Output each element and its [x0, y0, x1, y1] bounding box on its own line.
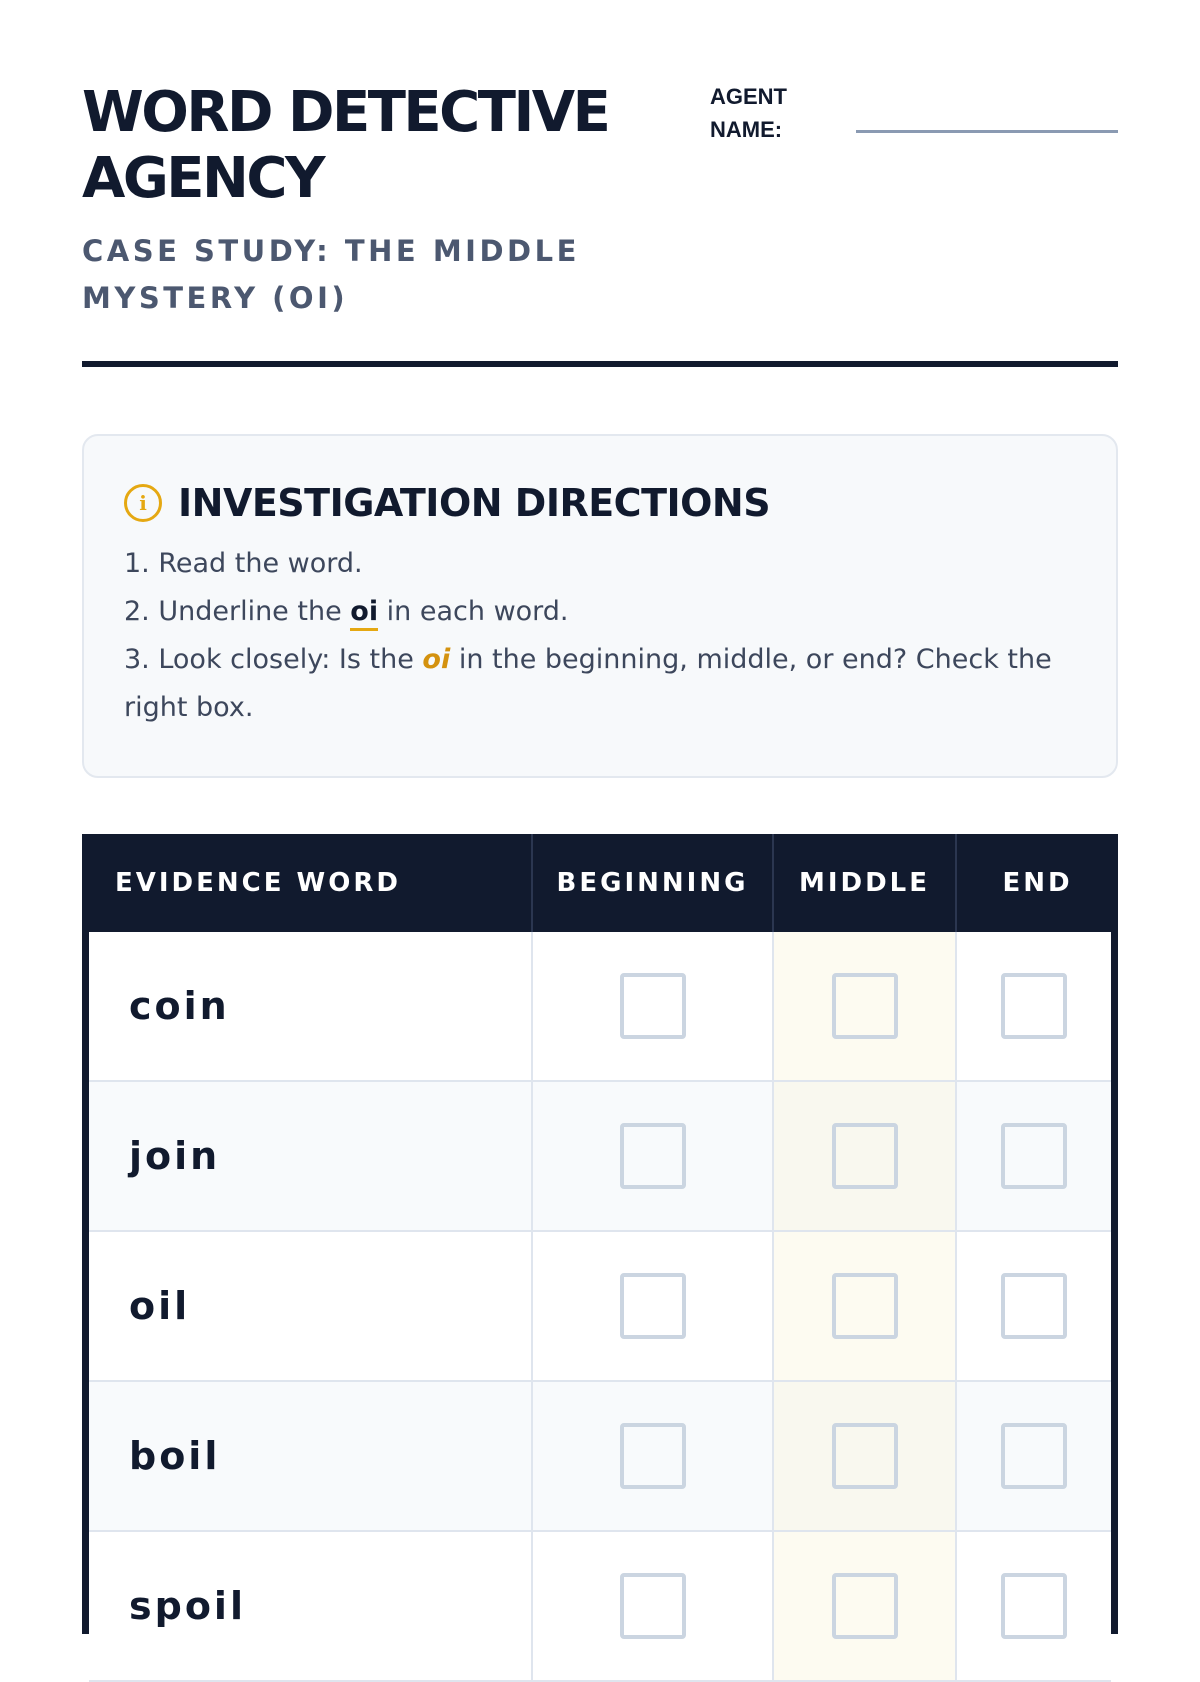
- middle-cell: [774, 1532, 957, 1680]
- end-cell: [957, 1532, 1111, 1680]
- table-row: [89, 1532, 1111, 1682]
- header: [82, 0, 1118, 368]
- end-checkbox[interactable]: [1001, 1423, 1067, 1489]
- middle-checkbox[interactable]: [832, 1273, 898, 1339]
- evidence-word: boil: [89, 1382, 533, 1530]
- header-middle: MIDDLE: [774, 834, 957, 932]
- table-row: [89, 1082, 1111, 1232]
- end-cell: [957, 932, 1111, 1080]
- evidence-table: [82, 834, 1118, 1634]
- table-header: [82, 834, 1118, 932]
- beginning-cell: [533, 1382, 774, 1530]
- end-checkbox[interactable]: [1001, 973, 1067, 1039]
- header-divider: [82, 361, 1118, 367]
- end-checkbox[interactable]: [1001, 1273, 1067, 1339]
- page-title: WORD DETECTIVE AGENCY: [82, 80, 609, 211]
- beginning-checkbox[interactable]: [620, 1273, 686, 1339]
- beginning-checkbox[interactable]: [620, 973, 686, 1039]
- middle-checkbox[interactable]: [832, 1573, 898, 1639]
- agent-name-label: AGENT NAME:: [710, 84, 787, 142]
- middle-cell: [774, 1382, 957, 1530]
- step-2-text-after: in each word.: [378, 596, 569, 627]
- agent-name-field[interactable]: [856, 130, 1118, 133]
- beginning-cell: [533, 1232, 774, 1380]
- end-cell: [957, 1382, 1111, 1530]
- directions-title: INVESTIGATION DIRECTIONS: [178, 481, 771, 525]
- step-2-text-before: 2. Underline the: [124, 596, 351, 627]
- info-icon: i: [124, 484, 162, 522]
- direction-step-1: 1. Read the word.: [124, 548, 363, 579]
- end-cell: [957, 1232, 1111, 1380]
- table-row: [89, 932, 1111, 1082]
- header-end: END: [1002, 868, 1073, 898]
- middle-cell: [774, 932, 957, 1080]
- oi-underlined: oi: [350, 596, 378, 631]
- step-3-text-after: in the beginning, middle, or end? Check the right box.: [124, 644, 1052, 723]
- end-checkbox[interactable]: [1001, 1123, 1067, 1189]
- beginning-cell: [533, 1082, 774, 1230]
- evidence-word: spoil: [89, 1532, 533, 1680]
- middle-checkbox[interactable]: [832, 1123, 898, 1189]
- evidence-word: join: [89, 1082, 533, 1230]
- header-beginning: BEGINNING: [533, 834, 774, 932]
- beginning-cell: [533, 1532, 774, 1680]
- directions-header: [124, 478, 1076, 528]
- middle-checkbox[interactable]: [832, 1423, 898, 1489]
- beginning-checkbox[interactable]: [620, 1123, 686, 1189]
- step-3-text-before: 3. Look closely: Is the: [124, 644, 423, 675]
- evidence-word: coin: [89, 932, 533, 1080]
- evidence-word: oil: [89, 1232, 533, 1380]
- page-subtitle: CASE STUDY: THE MIDDLE MYSTERY (OI): [82, 234, 580, 315]
- table-row: [89, 1382, 1111, 1532]
- middle-cell: [774, 1082, 957, 1230]
- direction-step-2: [124, 588, 1076, 636]
- middle-checkbox[interactable]: [832, 973, 898, 1039]
- end-cell: [957, 1082, 1111, 1230]
- beginning-checkbox[interactable]: [620, 1573, 686, 1639]
- directions-panel: [82, 434, 1118, 778]
- beginning-cell: [533, 932, 774, 1080]
- header-evidence-word: EVIDENCE WORD: [82, 834, 533, 932]
- end-checkbox[interactable]: [1001, 1573, 1067, 1639]
- oi-highlight: oi: [422, 644, 451, 675]
- direction-step-3: [124, 636, 1076, 732]
- beginning-checkbox[interactable]: [620, 1423, 686, 1489]
- table-row: [89, 1232, 1111, 1382]
- middle-cell: [774, 1232, 957, 1380]
